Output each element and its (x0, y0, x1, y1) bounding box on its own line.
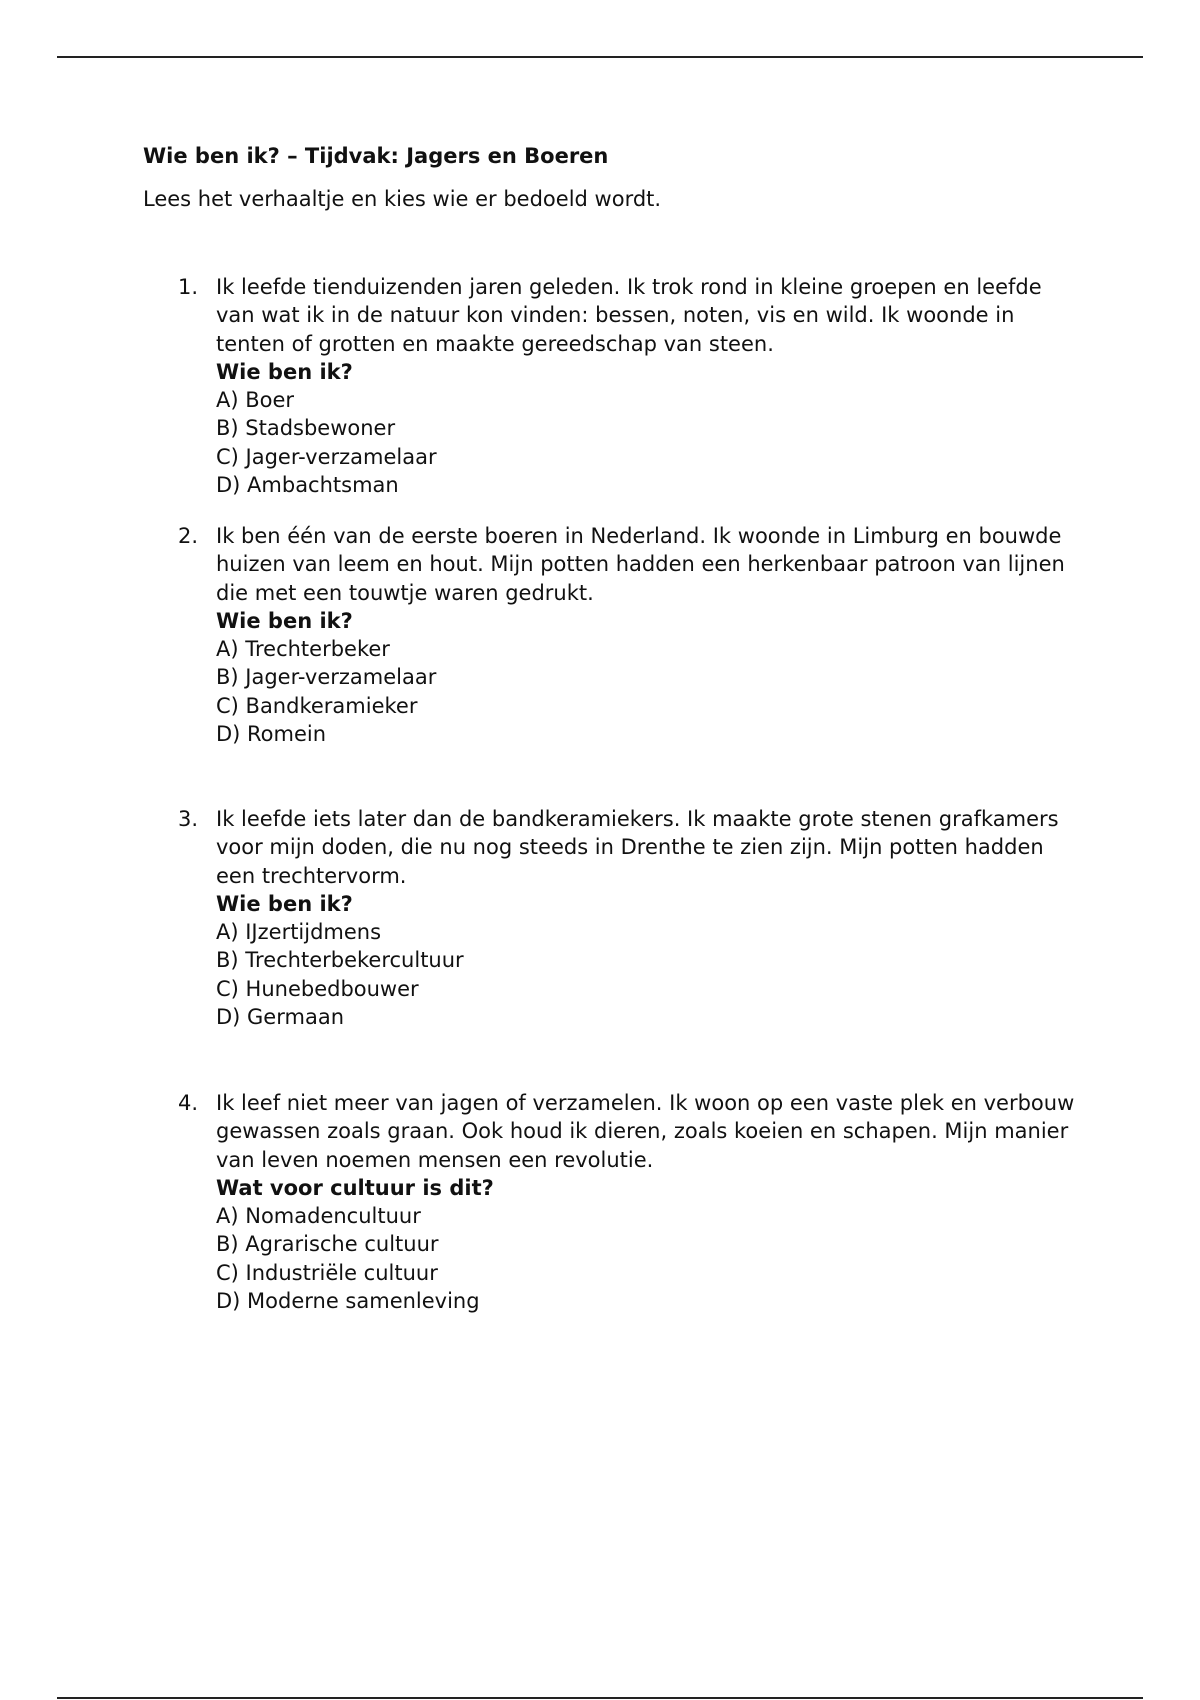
header-rule (57, 56, 1143, 58)
option-b[interactable]: B) Stadsbewoner (216, 416, 396, 441)
option-c[interactable]: C) Industriële cultuur (216, 1260, 438, 1285)
question-3 (178, 805, 1078, 1031)
question-1 (178, 273, 1078, 499)
question-number: 2. (178, 524, 199, 548)
option-d[interactable]: D) Moderne samenleving (216, 1289, 480, 1314)
question-prompt: Wat voor cultuur is dit? (216, 1175, 494, 1200)
answer-options (216, 1202, 1078, 1315)
question-text: Ik ben één van de eerste boeren in Nederland. Ik woonde in Limburg en bouwde huizen van leem en hout. Mijn potten hadden een herkenbaar patroon van lijnen die met een touwtje waren gedrukt. (216, 524, 1065, 605)
question-number: 3. (178, 807, 199, 831)
option-c[interactable]: C) Bandkeramieker (216, 693, 418, 718)
option-a[interactable]: A) Boer (216, 388, 295, 413)
option-b[interactable]: B) Jager-verzamelaar (216, 665, 437, 690)
worksheet-instructions: Lees het verhaaltje en kies wie er bedoeld wordt. (143, 187, 662, 211)
question-prompt: Wie ben ik? (216, 608, 353, 633)
option-d[interactable]: D) Germaan (216, 1005, 344, 1030)
option-b[interactable]: B) Agrarische cultuur (216, 1232, 439, 1257)
option-b[interactable]: B) Trechterbekercultuur (216, 948, 464, 973)
question-4 (178, 1089, 1078, 1315)
question-prompt: Wie ben ik? (216, 359, 353, 384)
footer-rule (57, 1697, 1143, 1699)
option-a[interactable]: A) Trechterbeker (216, 637, 390, 662)
option-a[interactable]: A) Nomadencultuur (216, 1204, 421, 1229)
question-text: Ik leefde iets later dan de bandkeramiekers. Ik maakte grote stenen grafkamers voor mijn doden, die nu nog steeds in Drenthe te zien zijn. Mijn potten hadden een trechtervorm. (216, 807, 1059, 888)
worksheet-title: Wie ben ik? – Tijdvak: Jagers en Boeren (143, 144, 609, 168)
option-c[interactable]: C) Jager-verzamelaar (216, 444, 437, 469)
question-text: Ik leef niet meer van jagen of verzamelen. Ik woon op een vaste plek en verbouw gewassen zoals graan. Ook houd ik dieren, zoals koeien en schapen. Mijn manier van leven noemen mensen een revolutie. (216, 1091, 1075, 1172)
question-2 (178, 522, 1078, 748)
option-c[interactable]: C) Hunebedbouwer (216, 976, 419, 1001)
question-number: 1. (178, 275, 199, 299)
option-d[interactable]: D) Ambachtsman (216, 473, 399, 498)
question-prompt: Wie ben ik? (216, 891, 353, 916)
answer-options (216, 918, 1078, 1031)
option-a[interactable]: A) IJzertijdmens (216, 920, 382, 945)
answer-options (216, 386, 1078, 499)
option-d[interactable]: D) Romein (216, 722, 327, 747)
answer-options (216, 635, 1078, 748)
question-text: Ik leefde tienduizenden jaren geleden. Ik trok rond in kleine groepen en leefde van wat ik in de natuur kon vinden: bessen, noten, vis en wild. Ik woonde in tenten of grotten en maakte gereedschap van steen. (216, 275, 1042, 356)
question-number: 4. (178, 1091, 199, 1115)
